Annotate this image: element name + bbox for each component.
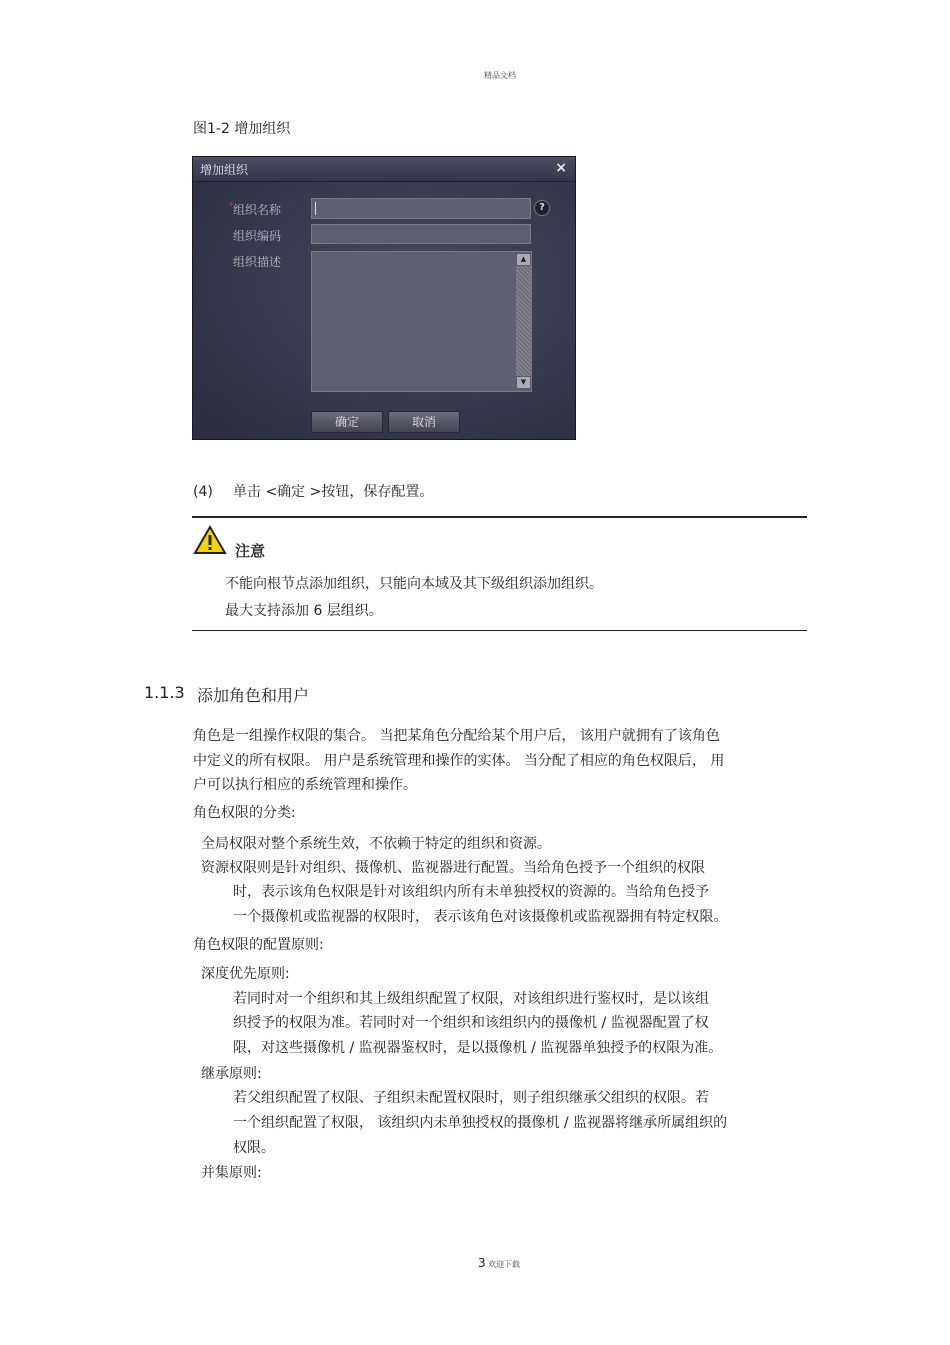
scroll-down-icon[interactable]: ▼ — [516, 376, 531, 389]
org-code-input[interactable] — [311, 224, 531, 244]
list-item-cont: 限，对这些摄像机 / 监视器鉴权时，是以摄像机 / 监视器单独授予的权限为准。 — [233, 1040, 723, 1056]
list-item-cont: 一个摄像机或监视器的权限时， 表示该角色对该摄像机或监视器拥有特定权限。 — [233, 909, 728, 925]
paragraph-line: 户可以执行相应的系统管理和操作。 — [193, 777, 417, 793]
subheading: 角色权限的配置原则: — [193, 937, 324, 953]
footer-text: 欢迎下载 — [488, 1260, 520, 1269]
list-item: 继承原则: — [201, 1066, 262, 1082]
note-top-rule — [192, 516, 807, 518]
step-text: 单击 <确定 >按钮，保存配置。 — [233, 484, 434, 500]
page-number: 3 — [478, 1256, 486, 1270]
desc-scrollbar[interactable] — [516, 253, 531, 389]
dialog-title: 增加组织 — [200, 163, 249, 177]
text-cursor — [315, 202, 316, 215]
note-title: 注意 — [235, 542, 266, 560]
ok-button[interactable]: 确定 — [311, 411, 383, 433]
list-item-cont: 一个组织配置了权限， 该组织内未单独授权的摄像机 / 监视器将继承所属组织的 — [233, 1115, 728, 1131]
org-code-label: 组织编码 — [233, 229, 282, 243]
section-title: 添加角色和用户 — [197, 686, 310, 705]
required-mark: * — [229, 201, 234, 212]
note-line: 最大支持添加 6 层组织。 — [225, 603, 383, 619]
subheading: 角色权限的分类: — [193, 805, 296, 821]
list-item-cont: 织授予的权限为准。若同时对一个组织和该组织内的摄像机 / 监视器配置了权 — [233, 1015, 709, 1031]
note-bottom-rule — [192, 630, 807, 631]
close-icon[interactable]: × — [555, 160, 567, 176]
add-organization-dialog — [192, 156, 576, 440]
dialog-title-bar — [193, 157, 575, 182]
list-item-cont: 时，表示该角色权限是针对该组织内所有未单独授权的资源的。当给角色授予 — [233, 884, 709, 900]
warning-icon — [193, 525, 227, 555]
org-name-input[interactable] — [311, 198, 531, 219]
org-desc-textarea[interactable] — [311, 251, 532, 392]
note-line: 不能向根节点添加组织，只能向本域及其下级组织添加组织。 — [225, 576, 603, 592]
org-name-label: 组织名称 — [233, 203, 282, 217]
paragraph-line: 中定义的所有权限。 用户是系统管理和操作的实体。 当分配了相应的角色权限后， 用 — [193, 753, 725, 769]
list-item-cont: 若父组织配置了权限、子组织未配置权限时，则子组织继承父组织的权限。若 — [233, 1090, 709, 1106]
list-item: 深度优先原则: — [201, 966, 290, 982]
figure-caption: 图1-2 增加组织 — [193, 121, 291, 137]
list-item: 并集原则: — [201, 1165, 262, 1181]
step-number: (4) — [193, 484, 213, 500]
cancel-button[interactable]: 取消 — [388, 411, 460, 433]
scroll-up-icon[interactable]: ▲ — [516, 253, 531, 266]
org-desc-label: 组织描述 — [233, 255, 282, 269]
list-item-cont: 若同时对一个组织和其上级组织配置了权限，对该组织进行鉴权时，是以该组 — [233, 991, 709, 1007]
list-item-cont: 权限。 — [233, 1140, 275, 1156]
list-item: 全局权限对整个系统生效，不依赖于特定的组织和资源。 — [201, 836, 551, 852]
section-number: 1.1.3 — [144, 683, 185, 702]
list-item: 资源权限则是针对组织、摄像机、监视器进行配置。当给角色授予一个组织的权限 — [201, 860, 705, 876]
page-header: 精品文档 — [484, 71, 516, 80]
help-icon[interactable]: ? — [534, 200, 550, 216]
paragraph-line: 角色是一组操作权限的集合。 当把某角色分配给某个用户后， 该用户就拥有了该角色 — [193, 728, 720, 744]
